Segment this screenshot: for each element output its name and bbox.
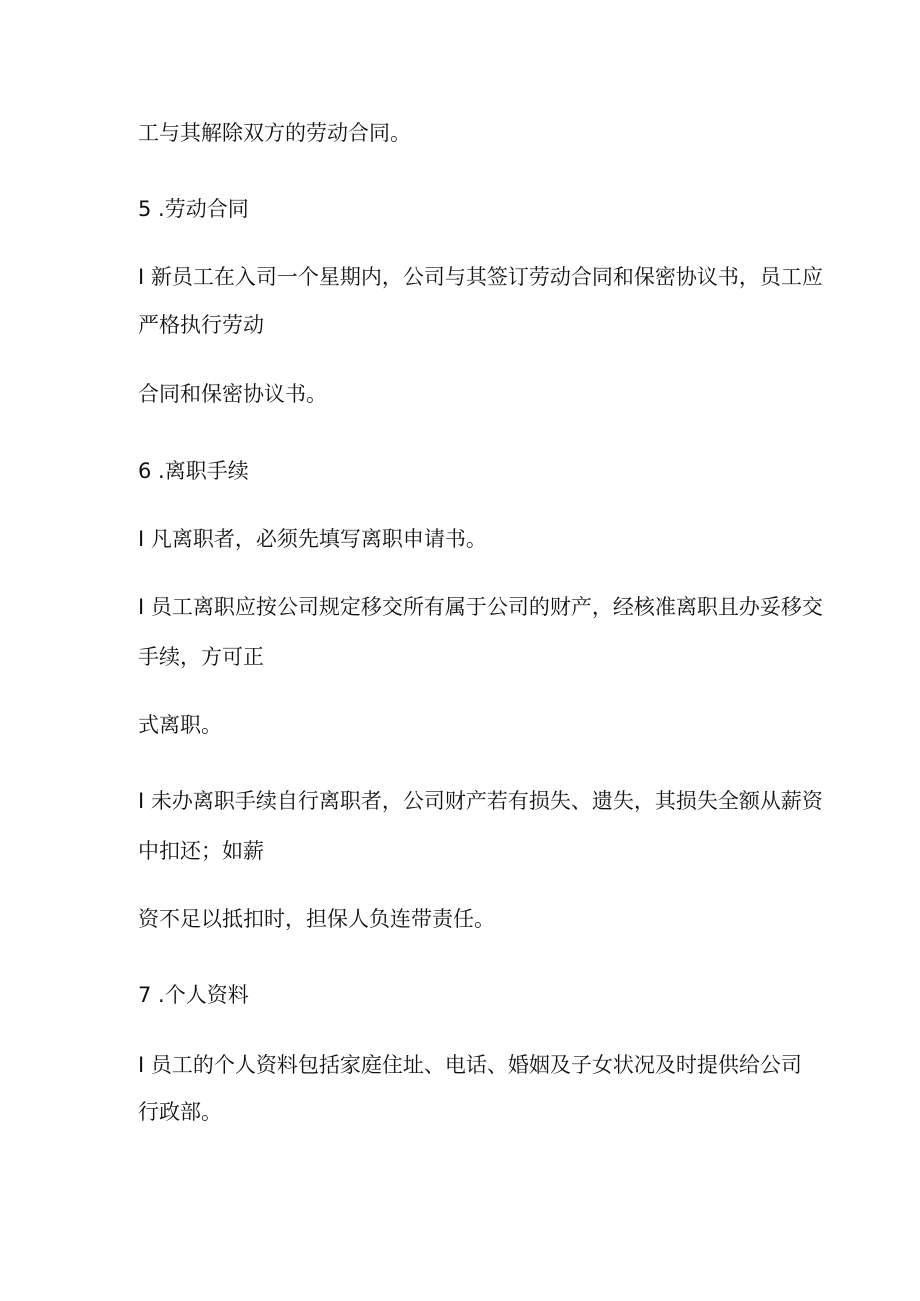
paragraph-line: I 员工的个人资料包括家庭住址、电话、婚姻及子女状况及时提供给公司 [138, 1053, 802, 1077]
paragraph-line: 工与其解除双方的劳动合同。 [138, 121, 411, 145]
paragraph-line: 式离职。 [138, 713, 222, 737]
paragraph-line: 中扣还；如薪 [138, 839, 264, 863]
paragraph-line: 严格执行劳动 [138, 313, 264, 337]
section-heading-resignation: 6 .离职手续 [138, 459, 249, 483]
paragraph-line: 资不足以抵扣时，担保人负连带责任。 [138, 907, 495, 931]
paragraph-line: I 凡离职者，必须先填写离职申请书。 [138, 527, 487, 551]
paragraph-line: I 员工离职应按公司规定移交所有属于公司的财产，经核准离职且办妥移交 [138, 595, 823, 619]
paragraph-line: I 新员工在入司一个星期内，公司与其签订劳动合同和保密协议书，员工应 [138, 265, 823, 289]
paragraph-line: 合同和保密协议书。 [138, 382, 327, 406]
paragraph-line: I 未办离职手续自行离职者，公司财产若有损失、遗失，其损失全额从薪资 [138, 789, 823, 813]
paragraph-line: 行政部。 [138, 1100, 222, 1124]
section-heading-labor-contract: 5 .劳动合同 [138, 197, 249, 221]
paragraph-line: 手续，方可正 [138, 645, 264, 669]
section-heading-personal-data: 7 .个人资料 [138, 983, 249, 1007]
